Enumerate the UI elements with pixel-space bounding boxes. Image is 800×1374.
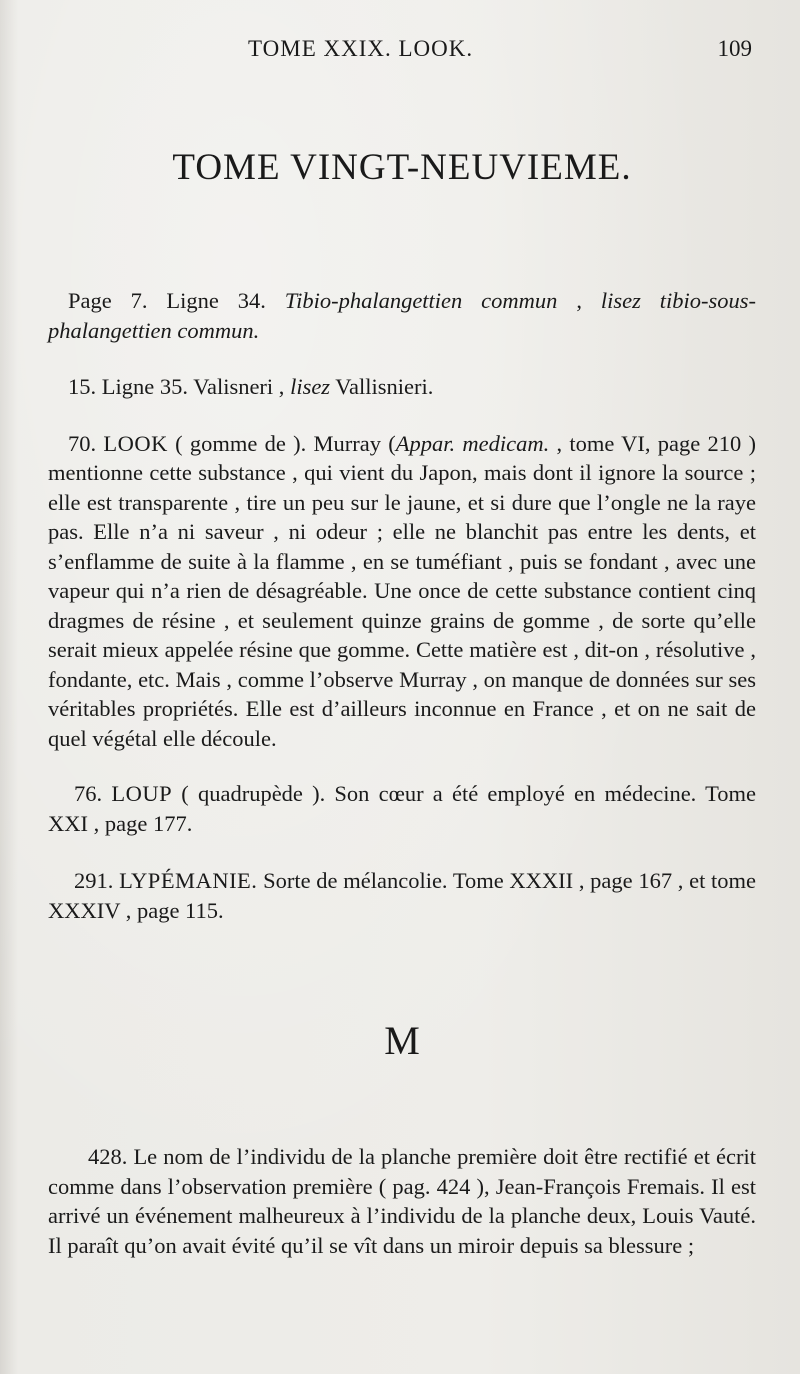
running-head [48, 32, 756, 72]
entry-headword: LOOK [103, 430, 168, 456]
entry-text: , tome VI, page 210 ) mentionne cette substance , qui vient du Japon, mais dont il ignore la source ; elle est transparente , tire un peu sur le jaune, et si dure que l’ongle ne la raye pas. Elle n’a ni saveur , ni odeur ; elle ne blanchit pas entre les dents, et s’enflamme de suite à la flamme , en se tuméfiant , puis se fondant , avec une vapeur qui n’a rien de désagréable. Une once de cette substance contient cinq dragmes de résine , et seulement quinze grains de gomme , de sorte qu’elle serait mieux appelée résine que gomme. Cette matière est , dit-on , résolutive , fondante, etc. Mais , comme l’observe Murray , on manque de données sur ses véritables propriétés. Elle est d’ailleurs inconnue en France , et on ne sait de quel végétal elle découle. [48, 430, 757, 751]
entry-text: ( quadrupède ). Son cœur a été employé en médecine. Tome XXI , page 177. [48, 781, 757, 836]
entry-428: 428. Le nom de l’individu de la planche première doit être rectifié et écrit comme dans l’observation première ( pag. 424 ), Jean-François Fremais. Il est arrivé un événement malheureux à l’individu de la planche deux, Louis Vauté. Il paraît qu’on avait évité qu’il se vît dans un miroir depuis sa blessure ; [48, 1144, 756, 1258]
entry-page-number: 76. [74, 781, 103, 806]
entry-italic-term: lisez [290, 374, 331, 399]
entry-citation: Appar. medicam. [395, 430, 550, 456]
entry-loup [48, 779, 756, 838]
entry-lypemanie [48, 866, 756, 925]
section-letter-heading: M [384, 1018, 420, 1063]
entry-text: , [557, 288, 601, 313]
entry-headword: LYPÉMANIE. [119, 868, 258, 893]
running-title: TOME XXIX. LOOK. [248, 36, 474, 61]
entry-page-number: 70. [68, 430, 97, 456]
entry-text: ( gomme de ). Murray ( [167, 430, 396, 456]
entry-text: Vallisnieri. [330, 374, 434, 399]
erratum-entry-page-15 [48, 372, 756, 402]
volume-title: TOME VINGT-NEUVIEME. [172, 147, 632, 188]
entry-page-number: 291. [74, 868, 114, 893]
entry-text: Sorte de mélancolie. Tome XXXII , page 167 , et tome XXXIV , page 115. [48, 868, 756, 923]
entry-text: Page 7. Ligne 34. [68, 288, 285, 313]
entry-text: 15. Ligne 35. Valisneri , [68, 374, 291, 399]
entry-headword: LOUP [111, 781, 173, 806]
entry-italic-term: Tibio-phalangettien commun [284, 288, 558, 313]
entry-correction: lisez tibio-sous-phalangettien commun. [48, 288, 756, 343]
page-number: 109 [717, 36, 752, 61]
entry-look [48, 429, 756, 754]
erratum-entry-page-7 [48, 286, 756, 345]
